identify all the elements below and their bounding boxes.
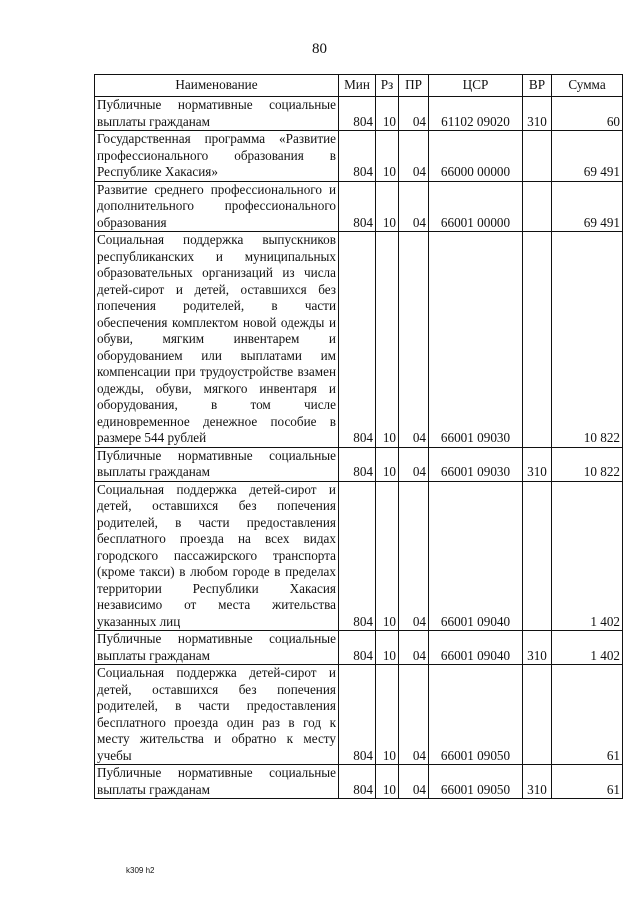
row-csr: 66001 09030 bbox=[429, 447, 523, 481]
row-csr: 61102 09020 bbox=[429, 97, 523, 131]
row-sum: 61 bbox=[552, 765, 623, 799]
row-vr: 310 bbox=[523, 97, 552, 131]
row-min: 804 bbox=[339, 97, 376, 131]
row-csr: 66001 09050 bbox=[429, 665, 523, 765]
row-vr: 310 bbox=[523, 631, 552, 665]
row-pr: 04 bbox=[399, 665, 429, 765]
row-min: 804 bbox=[339, 481, 376, 631]
row-min: 804 bbox=[339, 232, 376, 448]
row-sum: 69 491 bbox=[552, 131, 623, 182]
row-pr: 04 bbox=[399, 631, 429, 665]
row-rz: 10 bbox=[376, 481, 399, 631]
header-name: Наименование bbox=[95, 75, 339, 97]
row-min: 804 bbox=[339, 447, 376, 481]
row-rz: 10 bbox=[376, 97, 399, 131]
row-name: Развитие среднего профессионального и дополнительного профессионального образования bbox=[95, 181, 339, 232]
row-min: 804 bbox=[339, 765, 376, 799]
row-rz: 10 bbox=[376, 131, 399, 182]
row-csr: 66001 09040 bbox=[429, 481, 523, 631]
row-rz: 10 bbox=[376, 631, 399, 665]
row-vr: 310 bbox=[523, 765, 552, 799]
row-vr bbox=[523, 131, 552, 182]
row-min: 804 bbox=[339, 131, 376, 182]
row-vr bbox=[523, 232, 552, 448]
row-sum: 69 491 bbox=[552, 181, 623, 232]
header-min: Мин bbox=[339, 75, 376, 97]
row-rz: 10 bbox=[376, 665, 399, 765]
row-rz: 10 bbox=[376, 232, 399, 448]
row-name: Социальная поддержка детей-сирот и детей, оставшихся без попечения родителей, в части предоставления бесплатного проезда на всех видах городского пассажирского транспорта (кроме такси) в любом городе в пределах территории Республики Хакасия независимо от места жительства указанных лиц bbox=[95, 481, 339, 631]
budget-table bbox=[94, 74, 623, 799]
footer-code: k309 h2 bbox=[126, 866, 155, 875]
row-name: Государственная программа «Развитие профессионального образования в Республике Хакасия» bbox=[95, 131, 339, 182]
row-min: 804 bbox=[339, 665, 376, 765]
table-row bbox=[95, 631, 623, 665]
row-sum: 60 bbox=[552, 97, 623, 131]
row-vr bbox=[523, 481, 552, 631]
table-row bbox=[95, 665, 623, 765]
row-rz: 10 bbox=[376, 765, 399, 799]
header-vr: ВР bbox=[523, 75, 552, 97]
row-name: Социальная поддержка выпускников республиканских и муниципальных образовательных организаций из числа детей-сирот и детей, оставшихся без попечения родителей, в части обеспечения комплектом новой одежды и обуви, мягким инвентарем и оборудованием или выплатами им компенсации при трудоустройстве взамен одежды, обуви, мягкого инвентаря и оборудования, в том числе единовременное денежное пособие в размере 544 рублей bbox=[95, 232, 339, 448]
row-pr: 04 bbox=[399, 447, 429, 481]
row-min: 804 bbox=[339, 181, 376, 232]
row-rz: 10 bbox=[376, 181, 399, 232]
page-number: 80 bbox=[312, 41, 327, 57]
row-sum: 10 822 bbox=[552, 447, 623, 481]
table-row bbox=[95, 181, 623, 232]
table-row bbox=[95, 481, 623, 631]
row-pr: 04 bbox=[399, 481, 429, 631]
table-row bbox=[95, 232, 623, 448]
row-sum: 1 402 bbox=[552, 631, 623, 665]
row-pr: 04 bbox=[399, 232, 429, 448]
table-row bbox=[95, 765, 623, 799]
row-name: Публичные нормативные социальные выплаты гражданам bbox=[95, 97, 339, 131]
row-pr: 04 bbox=[399, 97, 429, 131]
row-name: Публичные нормативные социальные выплаты гражданам bbox=[95, 447, 339, 481]
row-name: Публичные нормативные социальные выплаты гражданам bbox=[95, 631, 339, 665]
row-vr: 310 bbox=[523, 447, 552, 481]
header-row bbox=[95, 75, 623, 97]
header-csr: ЦСР bbox=[429, 75, 523, 97]
table-header bbox=[95, 75, 623, 97]
row-vr bbox=[523, 181, 552, 232]
row-name: Публичные нормативные социальные выплаты гражданам bbox=[95, 765, 339, 799]
row-csr: 66000 00000 bbox=[429, 131, 523, 182]
header-sum: Сумма bbox=[552, 75, 623, 97]
row-sum: 61 bbox=[552, 665, 623, 765]
row-name: Социальная поддержка детей-сирот и детей, оставшихся без попечения родителей, в части предоставления бесплатного проезда один раз в год к месту жительства и обратно к месту учебы bbox=[95, 665, 339, 765]
row-csr: 66001 09040 bbox=[429, 631, 523, 665]
header-rz: Рз bbox=[376, 75, 399, 97]
row-sum: 1 402 bbox=[552, 481, 623, 631]
row-vr bbox=[523, 665, 552, 765]
row-csr: 66001 09030 bbox=[429, 232, 523, 448]
row-pr: 04 bbox=[399, 181, 429, 232]
row-min: 804 bbox=[339, 631, 376, 665]
table-row bbox=[95, 131, 623, 182]
table-body bbox=[95, 97, 623, 799]
header-pr: ПР bbox=[399, 75, 429, 97]
row-pr: 04 bbox=[399, 131, 429, 182]
table-row bbox=[95, 97, 623, 131]
row-pr: 04 bbox=[399, 765, 429, 799]
row-rz: 10 bbox=[376, 447, 399, 481]
row-sum: 10 822 bbox=[552, 232, 623, 448]
row-csr: 66001 00000 bbox=[429, 181, 523, 232]
table-row bbox=[95, 447, 623, 481]
row-csr: 66001 09050 bbox=[429, 765, 523, 799]
